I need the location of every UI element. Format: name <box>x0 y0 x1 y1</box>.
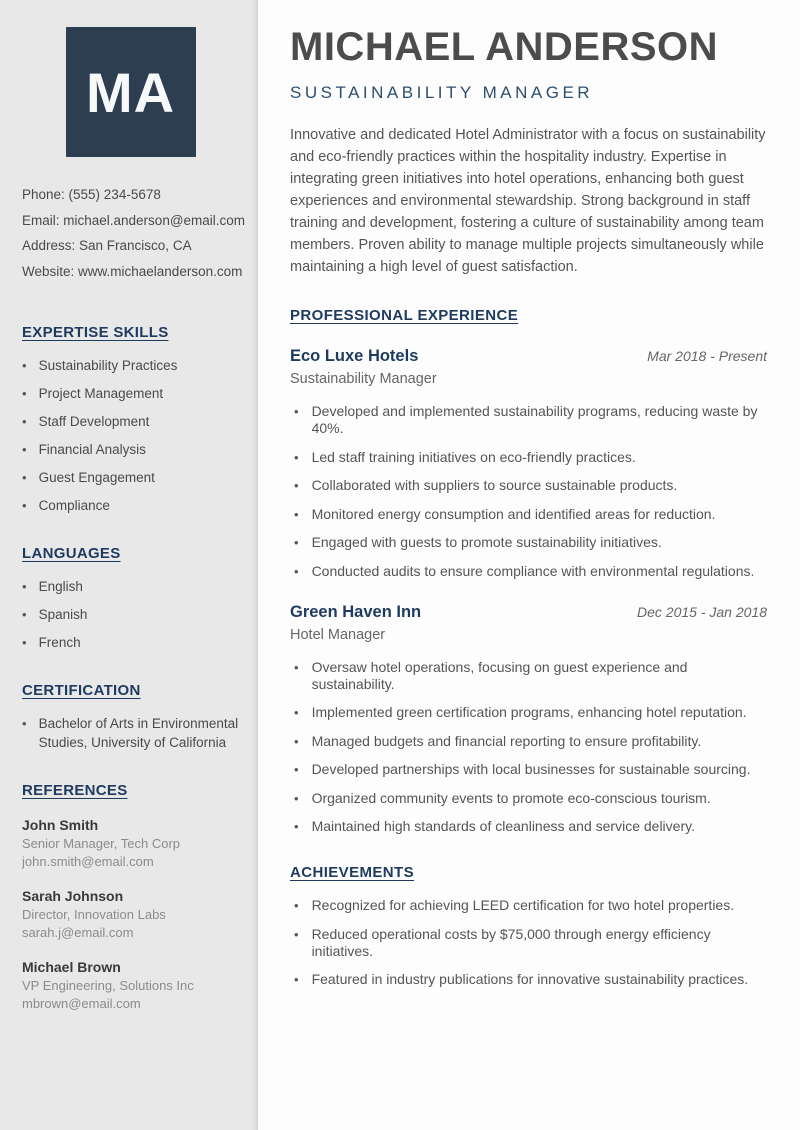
job-header <box>290 347 767 366</box>
bullet-icon <box>294 926 299 960</box>
section-title-languages: LANGUAGES <box>22 545 121 562</box>
job-company: Green Haven Inn <box>290 602 422 621</box>
bullet-icon <box>22 633 27 652</box>
job-bullet-list <box>290 659 767 836</box>
bullet-icon <box>294 790 299 807</box>
reference-email: sarah.j@email.com <box>22 924 134 940</box>
list-item: • Sustainability Practices <box>22 356 239 375</box>
job-company: Eco Luxe Hotels <box>290 347 419 365</box>
list-item: • Recognized for achieving LEED certification for two hotel properties. <box>290 897 767 914</box>
bullet-icon <box>22 412 27 431</box>
skills-list <box>22 356 239 515</box>
reference-role: Senior Manager, Tech Corp <box>22 836 181 851</box>
avatar <box>66 27 196 157</box>
list-item: • English <box>22 577 239 596</box>
section-title-references: REFERENCES <box>22 782 128 799</box>
reference-name: Sarah Johnson <box>22 888 124 904</box>
bullet-icon <box>294 733 299 750</box>
section-achievements <box>290 864 767 988</box>
list-item: • Implemented green certification programs, enhancing hotel reputation. <box>290 704 767 721</box>
bullet-icon <box>294 659 299 693</box>
list-item: • Led staff training initiatives on eco-friendly practices. <box>290 449 767 466</box>
reference-entry <box>22 886 239 941</box>
bullet-icon <box>294 534 299 551</box>
bullet-icon <box>22 384 27 403</box>
achievements-list <box>290 897 767 988</box>
bullet-icon <box>22 577 27 596</box>
summary-paragraph: Innovative and dedicated Hotel Administrator with a focus on sustainability and eco-friendly practices within the hospitality industry. Expertise in integrating green initiatives into hotel operations, enhancing both guest experiences and environmental stewardship. Strong background in staff training and development, fostering a culture of sustainability among team members. Proven ability to manage multiple projects simultaneously while maintaining a high level of guest satisfaction. <box>290 127 766 275</box>
bullet-icon <box>294 403 299 437</box>
section-title-professional-experience: PROFESSIONAL EXPERIENCE <box>290 307 519 324</box>
reference-role: VP Engineering, Solutions Inc <box>22 978 194 993</box>
list-item: • Guest Engagement <box>22 468 239 487</box>
bullet-icon <box>294 506 299 523</box>
list-item: • Monitored energy consumption and identified areas for reduction. <box>290 506 767 523</box>
section-certification <box>22 682 239 752</box>
bullet-icon <box>22 605 27 624</box>
contact-address: Address: San Francisco, CA <box>22 238 192 253</box>
bullet-icon <box>294 897 299 914</box>
job-header <box>290 603 767 622</box>
section-title-achievements: ACHIEVEMENTS <box>290 864 414 881</box>
reference-email: mbrown@email.com <box>22 995 141 1011</box>
section-title-certification: CERTIFICATION <box>22 682 141 699</box>
bullet-icon <box>294 449 299 466</box>
list-item: • Spanish <box>22 605 239 624</box>
languages-list <box>22 577 239 652</box>
list-item: • Collaborated with suppliers to source sustainable products. <box>290 477 767 494</box>
bullet-icon <box>294 818 299 835</box>
list-item: • Developed and implemented sustainability programs, reducing waste by 40%. <box>290 403 767 437</box>
job-role: Sustainability Manager <box>290 371 437 387</box>
contact-email: Email: michael.anderson@email.com <box>22 212 246 228</box>
list-item: • Bachelor of Arts in Environmental Studies, University of California <box>22 714 239 752</box>
job-entry <box>290 603 767 836</box>
job-role: Hotel Manager <box>290 626 386 643</box>
reference-name: Michael Brown <box>22 959 121 975</box>
bullet-icon <box>294 563 299 580</box>
list-item: • Reduced operational costs by $75,000 through energy efficiency initiatives. <box>290 926 767 960</box>
job-entry <box>290 347 767 580</box>
list-item: • Financial Analysis <box>22 440 239 459</box>
list-item: • Engaged with guests to promote sustainability initiatives. <box>290 534 767 551</box>
bullet-icon <box>294 971 299 988</box>
person-title: SUSTAINABILITY MANAGER <box>290 83 594 102</box>
contact-info <box>22 182 246 284</box>
person-name: MICHAEL ANDERSON <box>290 25 719 69</box>
sidebar <box>0 0 258 1130</box>
reference-entry <box>22 815 239 870</box>
bullet-icon <box>294 761 299 778</box>
section-professional-experience <box>290 307 767 835</box>
reference-email: john.smith@email.com <box>22 853 154 869</box>
list-item: • Staff Development <box>22 412 239 431</box>
list-item: • Conducted audits to ensure compliance with environmental regulations. <box>290 563 767 580</box>
list-item: • Developed partnerships with local businesses for sustainable sourcing. <box>290 761 767 778</box>
reference-role: Director, Innovation Labs <box>22 907 166 922</box>
list-item: • Featured in industry publications for innovative sustainability practices. <box>290 971 767 988</box>
bullet-icon <box>22 496 27 515</box>
list-item: • Organized community events to promote eco-conscious tourism. <box>290 790 767 807</box>
list-item: • French <box>22 633 239 652</box>
bullet-icon <box>22 714 27 752</box>
contact-website: Website: www.michaelanderson.com <box>22 263 243 279</box>
section-expertise-skills <box>22 324 239 515</box>
section-references <box>22 782 239 1012</box>
reference-name: John Smith <box>22 817 99 833</box>
list-item: • Managed budgets and financial reporting to ensure profitability. <box>290 733 767 750</box>
job-dates: Mar 2018 - Present <box>647 348 767 364</box>
bullet-icon <box>294 477 299 494</box>
job-dates: Dec 2015 - Jan 2018 <box>637 603 767 620</box>
section-languages <box>22 545 239 652</box>
avatar-initials: MA <box>85 60 176 124</box>
main-content <box>258 0 800 1130</box>
contact-phone: Phone: (555) 234-5678 <box>22 187 161 202</box>
list-item: • Project Management <box>22 384 239 403</box>
bullet-icon <box>22 356 27 375</box>
bullet-icon <box>22 468 27 487</box>
list-item: • Oversaw hotel operations, focusing on guest experience and sustainability. <box>290 659 767 693</box>
bullet-icon <box>22 440 27 459</box>
reference-entry <box>22 957 239 1012</box>
job-bullet-list <box>290 403 767 580</box>
bullet-icon <box>294 704 299 721</box>
certification-list <box>22 714 239 752</box>
list-item: • Maintained high standards of cleanliness and service delivery. <box>290 818 767 835</box>
section-title-expertise-skills: EXPERTISE SKILLS <box>22 324 169 341</box>
list-item: • Compliance <box>22 496 239 515</box>
